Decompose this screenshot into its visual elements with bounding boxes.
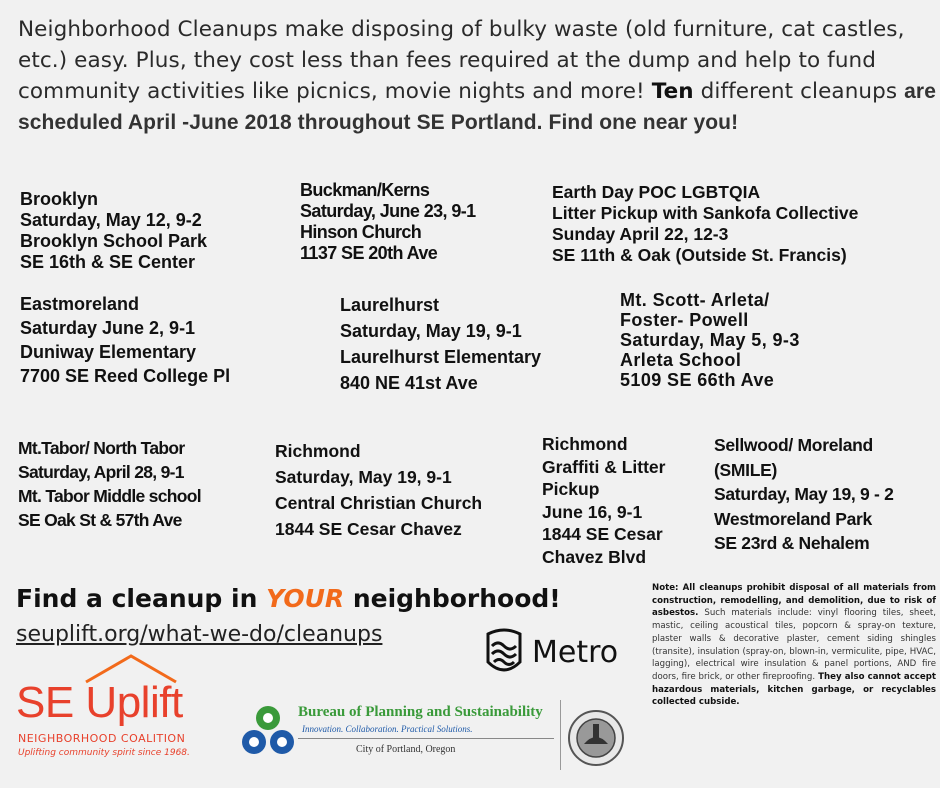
se-uplift-tagline: Uplifting community spirit since 1968.	[18, 748, 190, 758]
event-richmond-graffiti	[542, 433, 665, 568]
event-title: Buckman/Kerns	[300, 180, 430, 200]
event-title: Laurelhurst	[340, 295, 440, 315]
event-location: Central Christian Church	[275, 493, 483, 513]
cleanups-link[interactable]: seuplift.org/what-we-do/cleanups	[16, 622, 383, 647]
event-title: Brooklyn	[20, 189, 99, 209]
event-location: Hinson Church	[300, 222, 422, 242]
event-location: Brooklyn School Park	[20, 231, 208, 251]
event-eastmoreland	[20, 292, 230, 388]
event-title: Richmond	[542, 434, 628, 454]
find-text-2: neighborhood!	[344, 584, 561, 613]
bps-subtitle: Innovation. Collaboration. Practical Solutions.	[302, 724, 473, 734]
event-date: Saturday, May 12, 9-2	[20, 210, 202, 230]
event-sellwood-moreland	[714, 433, 894, 556]
event-subtitle: Litter Pickup with Sankofa Collective	[552, 203, 859, 223]
metro-icon	[482, 628, 526, 676]
note-bold: Note: All cleanups prohibit disposal of all materials from construction, remodelling, and demolition, due to risk of asbestos.	[652, 583, 936, 619]
event-buckman-kerns	[300, 180, 476, 264]
event-location: Mt. Tabor Middle school	[18, 486, 201, 506]
event-address: 7700 SE Reed College Pl	[20, 366, 231, 386]
find-your: YOUR	[266, 584, 345, 613]
intro-ten: Ten	[651, 79, 694, 104]
city-seal-icon	[566, 708, 626, 768]
event-date: June 16, 9-1	[542, 501, 643, 522]
event-address: SE 16th & SE Center	[20, 252, 196, 272]
event-title: Mt. Scott- Arleta/	[620, 290, 770, 310]
se-uplift-logo	[16, 654, 236, 764]
event-laurelhurst	[340, 292, 541, 396]
event-richmond	[275, 438, 482, 542]
event-date: Sunday April 22, 12-3	[552, 224, 729, 244]
event-earth-day	[552, 182, 858, 266]
se-uplift-wordmark: SE Uplift	[16, 678, 183, 727]
event-title: Richmond	[275, 441, 361, 461]
logo-divider	[560, 700, 561, 770]
event-address: 1844 SE Cesar Chavez	[275, 519, 462, 539]
event-title: Mt.Tabor/ North Tabor	[18, 438, 185, 458]
metro-logo	[482, 628, 618, 676]
disposal-note	[652, 582, 936, 709]
event-address: SE 23rd & Nehalem	[714, 533, 870, 553]
event-address: 840 NE 41st Ave	[340, 373, 478, 393]
event-date: Saturday, June 23, 9-1	[300, 201, 476, 221]
event-address: 1844 SE Cesar	[542, 524, 663, 544]
event-brooklyn	[20, 189, 207, 273]
event-address: 5109 SE 66th Ave	[620, 370, 775, 390]
event-title: Sellwood/ Moreland	[714, 435, 873, 455]
event-address: SE Oak St & 57th Ave	[18, 510, 182, 530]
metro-wordmark: Metro	[532, 634, 619, 670]
event-location: Laurelhurst Elementary	[340, 347, 542, 367]
bps-divider	[298, 738, 554, 739]
intro-schedule: are scheduled April -June 2018 throughout SE Portland. Find one near you!	[18, 80, 936, 134]
se-uplift-subtitle: NEIGHBORHOOD COALITION	[18, 732, 186, 745]
intro-paragraph	[18, 14, 936, 138]
event-address-2: Chavez Blvd	[542, 546, 647, 567]
find-text: Find a cleanup in	[16, 584, 267, 613]
note-text: Such materials include: vinyl flooring tiles, sheet, mastic, ceiling acoustical tiles, popcorn & spray-on texture, plaster walls & decorative plaster, cement siding shingles (transite), insulation (spray-on, blown-in, vermiculite, pipe, HVAC, lagging), electrical wire insulation & panel portions, AND fire doors, fire brick, or other fireproofing.	[652, 608, 936, 682]
event-date: Saturday, May 19, 9-1	[275, 467, 452, 487]
event-date: Saturday, May 19, 9 - 2	[714, 484, 894, 504]
event-date: Saturday, May 5, 9-3	[620, 330, 800, 350]
event-title: Eastmoreland	[20, 294, 140, 314]
event-title-2: Foster- Powell	[620, 310, 749, 330]
bps-circles-icon	[236, 700, 300, 764]
intro-text-2: different cleanups	[693, 79, 905, 104]
event-location: Duniway Elementary	[20, 342, 197, 362]
event-date: Saturday, April 28, 9-1	[18, 462, 184, 482]
event-date: Saturday June 2, 9-1	[20, 318, 196, 338]
event-subtitle: (SMILE)	[714, 459, 778, 480]
event-location: Westmoreland Park	[714, 508, 872, 529]
event-location: Arleta School	[620, 350, 742, 370]
intro-text: Neighborhood Cleanups make disposing of bulky waste (old furniture, cat castles, etc.) easy. Plus, they cost less than fees required at the dump and help to fund community activities like picnics, movie nights and more!	[18, 17, 905, 104]
event-mt-tabor	[18, 436, 201, 532]
event-address: 1137 SE 20th Ave	[300, 243, 438, 263]
event-mt-scott-arleta	[620, 290, 800, 390]
note-bold-2: They also cannot accept hazardous materials, kitchen garbage, or recyclables collected cubside.	[652, 671, 936, 708]
find-heading	[16, 584, 561, 613]
bps-title: Bureau of Planning and Sustainability	[298, 704, 543, 720]
event-subtitle: Graffiti & Litter	[542, 456, 666, 477]
event-address: SE 11th & Oak (Outside St. Francis)	[552, 245, 847, 265]
event-subtitle-2: Pickup	[542, 479, 600, 499]
bps-city: City of Portland, Oregon	[356, 744, 456, 755]
event-title: Earth Day POC LGBTQIA	[552, 182, 761, 202]
event-date: Saturday, May 19, 9-1	[340, 321, 522, 341]
